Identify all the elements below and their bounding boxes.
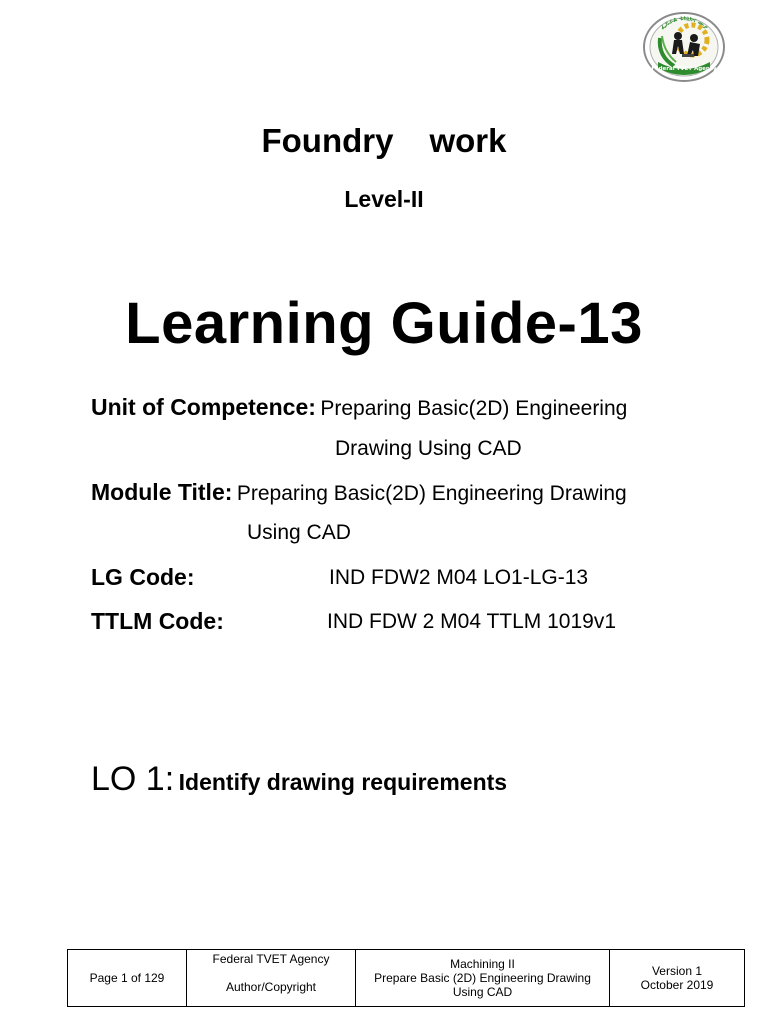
ttlm-code-label: TTLM Code: bbox=[91, 608, 224, 634]
module-value-continued: Using CAD bbox=[247, 521, 351, 544]
footer-author: Author/Copyright bbox=[225, 980, 317, 994]
footer-agency-cell bbox=[187, 950, 356, 1007]
svg-text:Federal TVET Agency: Federal TVET Agency bbox=[651, 66, 717, 72]
lg-code-label: LG Code: bbox=[91, 564, 195, 590]
module-label: Module Title: bbox=[91, 479, 233, 505]
federal-tvet-agency-logo bbox=[642, 10, 726, 82]
svg-text:ፌዴራል ቴክኒክና ሙያ: ፌዴራል ቴክኒክና ሙያ bbox=[659, 14, 709, 32]
level-title: Level-II bbox=[344, 186, 424, 212]
footer-table bbox=[67, 949, 745, 1007]
footer-agency: Federal TVET Agency bbox=[212, 952, 330, 966]
course-title bbox=[0, 122, 768, 160]
unit-value: Preparing Basic(2D) Engineering bbox=[320, 397, 628, 420]
ttlm-code-value: IND FDW 2 M04 TTLM 1019v1 bbox=[327, 610, 617, 633]
footer-subject-cell bbox=[356, 950, 610, 1007]
lg-code-value: IND FDW2 M04 LO1-LG-13 bbox=[329, 566, 589, 589]
footer-version-cell bbox=[610, 950, 745, 1007]
unit-value-continued: Drawing Using CAD bbox=[335, 437, 522, 460]
footer-subject-line2: Prepare Basic (2D) Engineering Drawing bbox=[374, 971, 591, 985]
seal-icon bbox=[642, 10, 726, 82]
unit-of-competence-row bbox=[91, 394, 627, 421]
lo-number: LO 1: bbox=[91, 760, 175, 798]
footer-version: Version 1 bbox=[651, 964, 703, 978]
footer-subject-line3: Using CAD bbox=[452, 985, 513, 999]
unit-label: Unit of Competence: bbox=[91, 394, 316, 420]
footer-date: October 2019 bbox=[640, 978, 714, 992]
footer-subject-line1: Machining II bbox=[450, 957, 515, 971]
module-title-row bbox=[91, 479, 627, 506]
course-word-2: work bbox=[429, 122, 507, 159]
footer-row bbox=[68, 950, 745, 1007]
course-word-1: Foundry bbox=[261, 122, 394, 159]
footer-page: Page 1 of 129 bbox=[68, 950, 187, 1007]
learning-outcome bbox=[91, 760, 507, 799]
module-value: Preparing Basic(2D) Engineering Drawing bbox=[236, 482, 627, 505]
lo-text: Identify drawing requirements bbox=[178, 769, 508, 795]
learning-guide-title: Learning Guide-13 bbox=[125, 291, 643, 356]
